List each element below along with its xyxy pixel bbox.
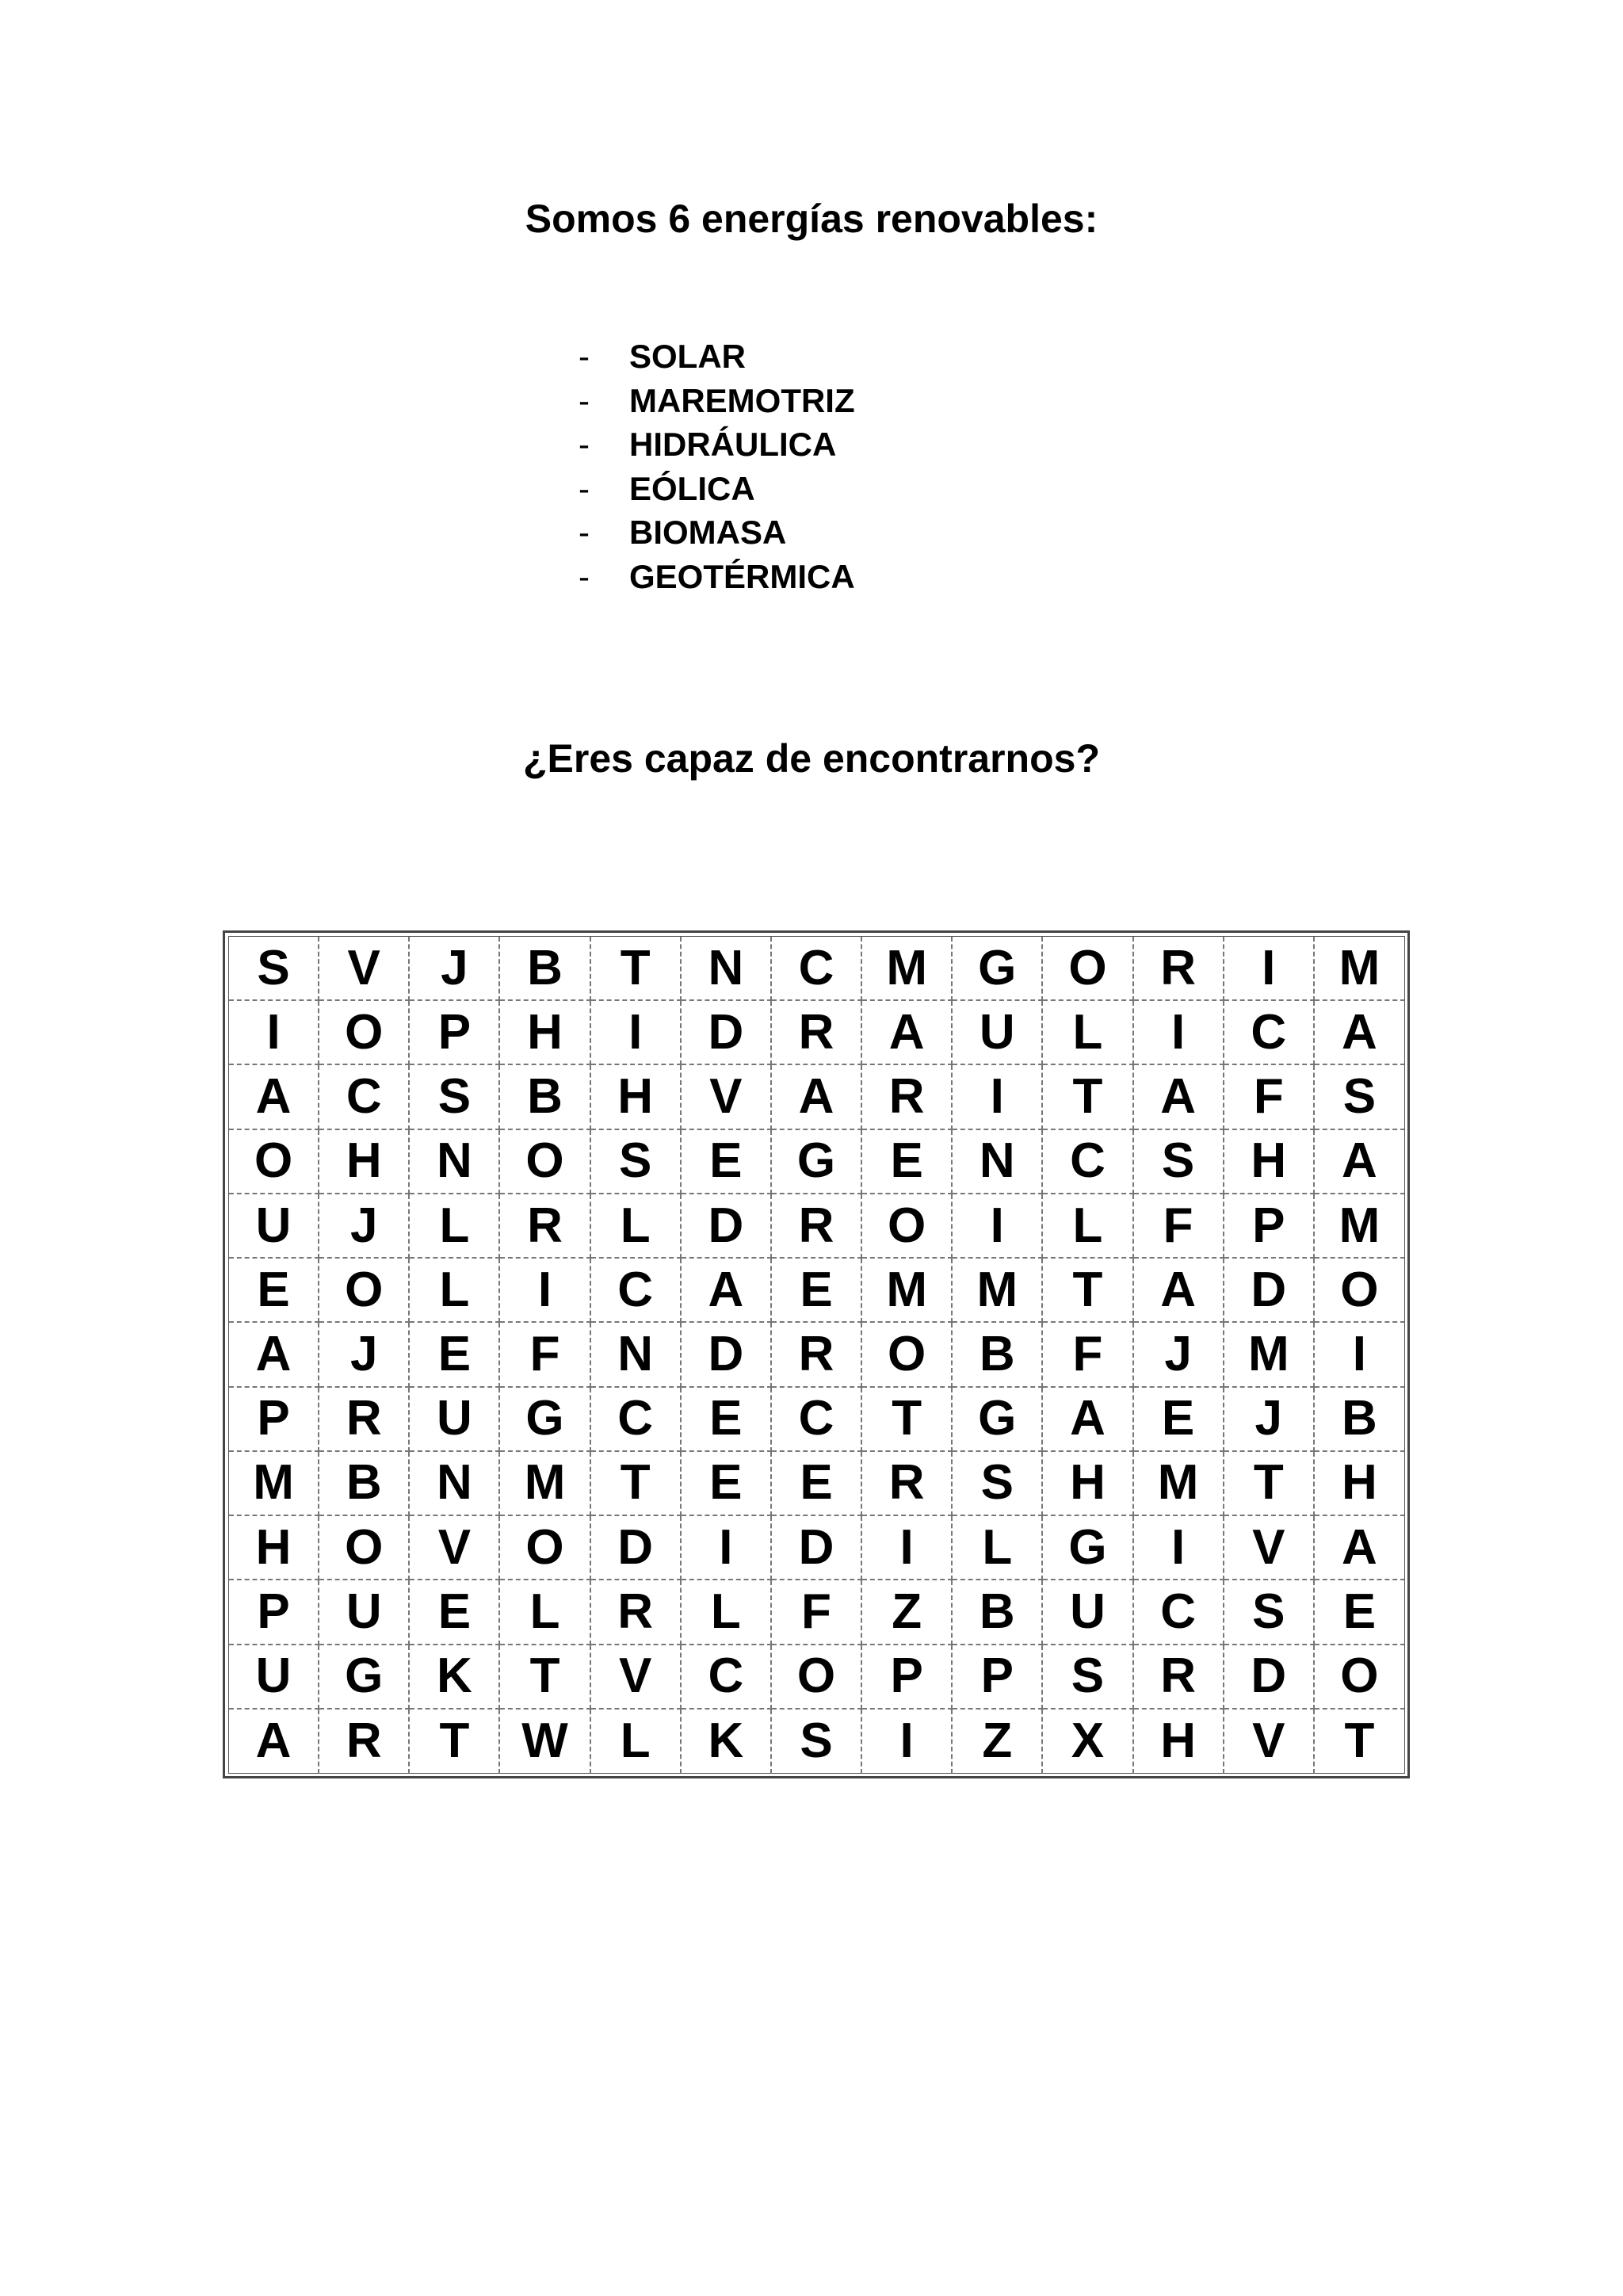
list-dash: -: [579, 557, 590, 595]
grid-cell[interactable]: G: [953, 937, 1043, 1001]
grid-cell[interactable]: P: [410, 1001, 500, 1065]
list-dash: -: [579, 514, 590, 552]
grid-cell[interactable]: D: [682, 1194, 772, 1259]
grid-cell[interactable]: O: [1315, 1259, 1405, 1323]
grid-cell[interactable]: F: [1043, 1323, 1133, 1387]
grid-cell[interactable]: R: [862, 1065, 953, 1129]
grid-cell[interactable]: U: [1043, 1580, 1133, 1645]
grid-cell[interactable]: P: [229, 1580, 319, 1645]
grid-cell[interactable]: O: [229, 1130, 319, 1194]
grid-cell[interactable]: A: [229, 1710, 319, 1774]
grid-cell[interactable]: R: [1134, 937, 1224, 1001]
grid-cell[interactable]: R: [1134, 1645, 1224, 1710]
word-list-item: [579, 467, 855, 511]
grid-cell[interactable]: L: [500, 1580, 590, 1645]
grid-cell[interactable]: H: [1043, 1452, 1133, 1516]
grid-cell[interactable]: S: [1043, 1645, 1133, 1710]
grid-cell[interactable]: G: [953, 1388, 1043, 1452]
grid-cell[interactable]: C: [682, 1645, 772, 1710]
grid-cell[interactable]: R: [772, 1001, 862, 1065]
grid-cell[interactable]: R: [862, 1452, 953, 1516]
grid-cell[interactable]: C: [319, 1065, 410, 1129]
grid-cell[interactable]: E: [229, 1259, 319, 1323]
grid-cell[interactable]: A: [862, 1001, 953, 1065]
grid-cell[interactable]: N: [410, 1452, 500, 1516]
grid-cell[interactable]: E: [682, 1452, 772, 1516]
grid-cell[interactable]: R: [772, 1194, 862, 1259]
grid-cell[interactable]: S: [410, 1065, 500, 1129]
grid-cell[interactable]: C: [591, 1388, 682, 1452]
grid-cell[interactable]: M: [862, 937, 953, 1001]
grid-cell[interactable]: M: [1134, 1452, 1224, 1516]
grid-cell[interactable]: T: [862, 1388, 953, 1452]
grid-cell[interactable]: I: [682, 1516, 772, 1580]
grid-cell[interactable]: A: [682, 1259, 772, 1323]
word-label: HIDRÁULICA: [629, 426, 837, 464]
grid-cell[interactable]: G: [772, 1130, 862, 1194]
grid-cell[interactable]: C: [1043, 1130, 1133, 1194]
grid-cell[interactable]: E: [772, 1452, 862, 1516]
grid-cell[interactable]: C: [1224, 1001, 1315, 1065]
grid-cell[interactable]: V: [1224, 1516, 1315, 1580]
grid-cell[interactable]: G: [500, 1388, 590, 1452]
grid-cell[interactable]: V: [682, 1065, 772, 1129]
grid-cell[interactable]: I: [862, 1710, 953, 1774]
grid-cell[interactable]: M: [1315, 1194, 1405, 1259]
grid-cell[interactable]: B: [1315, 1388, 1405, 1452]
word-label: EÓLICA: [629, 469, 755, 507]
grid-cell[interactable]: C: [1134, 1580, 1224, 1645]
grid-cell[interactable]: D: [1224, 1645, 1315, 1710]
word-list-item: [579, 555, 855, 599]
grid-cell[interactable]: J: [1224, 1388, 1315, 1452]
grid-cell[interactable]: O: [500, 1130, 590, 1194]
grid-cell[interactable]: K: [410, 1645, 500, 1710]
grid-cell[interactable]: M: [500, 1452, 590, 1516]
grid-cell[interactable]: A: [1043, 1388, 1133, 1452]
grid-cell[interactable]: I: [1315, 1323, 1405, 1387]
grid-cell[interactable]: S: [1134, 1130, 1224, 1194]
grid-cell[interactable]: I: [1134, 1001, 1224, 1065]
grid-cell[interactable]: B: [953, 1580, 1043, 1645]
grid-cell[interactable]: R: [319, 1710, 410, 1774]
grid-cell[interactable]: I: [229, 1001, 319, 1065]
grid-cell[interactable]: H: [500, 1001, 590, 1065]
grid-cell[interactable]: L: [953, 1516, 1043, 1580]
grid-cell[interactable]: E: [410, 1323, 500, 1387]
grid-cell[interactable]: S: [953, 1452, 1043, 1516]
grid-cell[interactable]: N: [410, 1130, 500, 1194]
grid-cell[interactable]: B: [319, 1452, 410, 1516]
grid-cell[interactable]: H: [1134, 1710, 1224, 1774]
grid-cell[interactable]: E: [772, 1259, 862, 1323]
grid-cell[interactable]: T: [591, 1452, 682, 1516]
grid-cell[interactable]: C: [772, 937, 862, 1001]
grid-cell[interactable]: T: [1043, 1259, 1133, 1323]
grid-cell[interactable]: T: [591, 937, 682, 1001]
grid-cell[interactable]: T: [1315, 1710, 1405, 1774]
grid-cell[interactable]: M: [229, 1452, 319, 1516]
grid-cell[interactable]: L: [591, 1710, 682, 1774]
grid-cell[interactable]: B: [500, 1065, 590, 1129]
grid-cell[interactable]: R: [591, 1580, 682, 1645]
list-dash: -: [579, 381, 590, 419]
page-title: Somos 6 energías renovables:: [525, 197, 1098, 241]
grid-cell[interactable]: L: [410, 1194, 500, 1259]
grid-cell[interactable]: A: [1315, 1130, 1405, 1194]
grid-cell[interactable]: O: [862, 1194, 953, 1259]
grid-cell[interactable]: O: [1315, 1645, 1405, 1710]
list-dash: -: [579, 338, 590, 375]
word-list-item: [579, 422, 855, 467]
grid-cell[interactable]: K: [682, 1710, 772, 1774]
grid-cell[interactable]: U: [410, 1388, 500, 1452]
grid-cell[interactable]: V: [591, 1645, 682, 1710]
grid-cell[interactable]: O: [319, 1516, 410, 1580]
grid-cell[interactable]: U: [229, 1194, 319, 1259]
grid-cell[interactable]: W: [500, 1710, 590, 1774]
word-list-item: [579, 510, 855, 555]
grid-cell[interactable]: A: [229, 1323, 319, 1387]
word-list-item: [579, 379, 855, 423]
grid-cell[interactable]: L: [410, 1259, 500, 1323]
grid-cell[interactable]: J: [410, 937, 500, 1001]
grid-cell[interactable]: F: [500, 1323, 590, 1387]
grid-cell[interactable]: P: [1224, 1194, 1315, 1259]
grid-cell[interactable]: O: [319, 1001, 410, 1065]
grid-cell[interactable]: A: [1315, 1516, 1405, 1580]
grid-cell[interactable]: M: [1315, 937, 1405, 1001]
grid-cell[interactable]: P: [953, 1645, 1043, 1710]
grid-cell[interactable]: X: [1043, 1710, 1133, 1774]
word-search-frame: [223, 930, 1410, 1778]
grid-cell[interactable]: O: [500, 1516, 590, 1580]
word-label: SOLAR: [629, 338, 746, 375]
grid-cell[interactable]: S: [591, 1130, 682, 1194]
grid-cell[interactable]: C: [772, 1388, 862, 1452]
grid-cell[interactable]: U: [229, 1645, 319, 1710]
grid-cell[interactable]: E: [682, 1130, 772, 1194]
grid-cell[interactable]: A: [1134, 1065, 1224, 1129]
grid-cell[interactable]: F: [772, 1580, 862, 1645]
grid-cell[interactable]: P: [862, 1645, 953, 1710]
grid-cell[interactable]: S: [1315, 1065, 1405, 1129]
grid-cell[interactable]: L: [1043, 1001, 1133, 1065]
grid-cell[interactable]: T: [500, 1645, 590, 1710]
grid-cell[interactable]: E: [1315, 1580, 1405, 1645]
word-list-item: [579, 334, 855, 379]
grid-cell[interactable]: L: [682, 1580, 772, 1645]
grid-cell[interactable]: L: [1043, 1194, 1133, 1259]
grid-cell[interactable]: E: [410, 1580, 500, 1645]
grid-cell[interactable]: A: [772, 1065, 862, 1129]
grid-cell[interactable]: Z: [862, 1580, 953, 1645]
grid-cell[interactable]: T: [410, 1710, 500, 1774]
grid-cell[interactable]: M: [953, 1259, 1043, 1323]
grid-cell[interactable]: N: [953, 1130, 1043, 1194]
grid-cell[interactable]: H: [229, 1516, 319, 1580]
grid-cell[interactable]: S: [772, 1710, 862, 1774]
list-dash: -: [579, 469, 590, 507]
grid-cell[interactable]: E: [682, 1388, 772, 1452]
grid-cell[interactable]: R: [772, 1323, 862, 1387]
grid-cell[interactable]: U: [953, 1001, 1043, 1065]
grid-cell[interactable]: I: [591, 1001, 682, 1065]
word-label: MAREMOTRIZ: [629, 381, 855, 419]
grid-cell[interactable]: H: [1315, 1452, 1405, 1516]
grid-cell[interactable]: N: [591, 1323, 682, 1387]
grid-cell[interactable]: L: [591, 1194, 682, 1259]
grid-cell[interactable]: V: [319, 937, 410, 1001]
list-dash: -: [579, 426, 590, 464]
grid-cell[interactable]: U: [319, 1580, 410, 1645]
grid-cell[interactable]: N: [682, 937, 772, 1001]
energy-word-list: [579, 334, 855, 599]
grid-cell[interactable]: I: [953, 1065, 1043, 1129]
grid-cell[interactable]: O: [862, 1323, 953, 1387]
grid-cell[interactable]: P: [229, 1388, 319, 1452]
grid-cell[interactable]: M: [1224, 1323, 1315, 1387]
grid-cell[interactable]: S: [1224, 1580, 1315, 1645]
grid-cell[interactable]: A: [1134, 1259, 1224, 1323]
grid-cell[interactable]: J: [319, 1194, 410, 1259]
grid-cell[interactable]: E: [862, 1130, 953, 1194]
grid-cell[interactable]: O: [1043, 937, 1133, 1001]
grid-cell[interactable]: I: [1224, 937, 1315, 1001]
grid-cell[interactable]: Z: [953, 1710, 1043, 1774]
grid-cell[interactable]: M: [862, 1259, 953, 1323]
grid-cell[interactable]: G: [1043, 1516, 1133, 1580]
grid-cell[interactable]: H: [591, 1065, 682, 1129]
grid-cell[interactable]: D: [591, 1516, 682, 1580]
grid-cell[interactable]: A: [229, 1065, 319, 1129]
grid-cell[interactable]: T: [1224, 1452, 1315, 1516]
grid-cell[interactable]: E: [1134, 1388, 1224, 1452]
word-label: GEOTÉRMICA: [629, 557, 855, 595]
grid-cell[interactable]: O: [772, 1645, 862, 1710]
grid-cell[interactable]: I: [862, 1516, 953, 1580]
grid-cell[interactable]: O: [319, 1259, 410, 1323]
grid-cell[interactable]: R: [500, 1194, 590, 1259]
grid-cell[interactable]: J: [1134, 1323, 1224, 1387]
word-search-grid: [228, 936, 1405, 1774]
grid-cell[interactable]: V: [1224, 1710, 1315, 1774]
grid-cell[interactable]: H: [319, 1130, 410, 1194]
grid-cell[interactable]: F: [1134, 1194, 1224, 1259]
grid-cell[interactable]: B: [953, 1323, 1043, 1387]
grid-cell[interactable]: S: [229, 937, 319, 1001]
grid-cell[interactable]: H: [1224, 1130, 1315, 1194]
question-heading: ¿Eres capaz de encontrarnos?: [522, 736, 1100, 781]
grid-cell[interactable]: D: [682, 1323, 772, 1387]
grid-cell[interactable]: V: [410, 1516, 500, 1580]
grid-cell[interactable]: J: [319, 1323, 410, 1387]
grid-cell[interactable]: F: [1224, 1065, 1315, 1129]
grid-cell[interactable]: I: [953, 1194, 1043, 1259]
grid-cell[interactable]: G: [319, 1645, 410, 1710]
grid-cell[interactable]: R: [319, 1388, 410, 1452]
grid-cell[interactable]: D: [772, 1516, 862, 1580]
grid-cell[interactable]: D: [682, 1001, 772, 1065]
grid-cell[interactable]: I: [1134, 1516, 1224, 1580]
grid-cell[interactable]: A: [1315, 1001, 1405, 1065]
grid-cell[interactable]: I: [500, 1259, 590, 1323]
grid-cell[interactable]: T: [1043, 1065, 1133, 1129]
grid-cell[interactable]: B: [500, 937, 590, 1001]
grid-cell[interactable]: C: [591, 1259, 682, 1323]
grid-cell[interactable]: D: [1224, 1259, 1315, 1323]
word-label: BIOMASA: [629, 514, 787, 552]
